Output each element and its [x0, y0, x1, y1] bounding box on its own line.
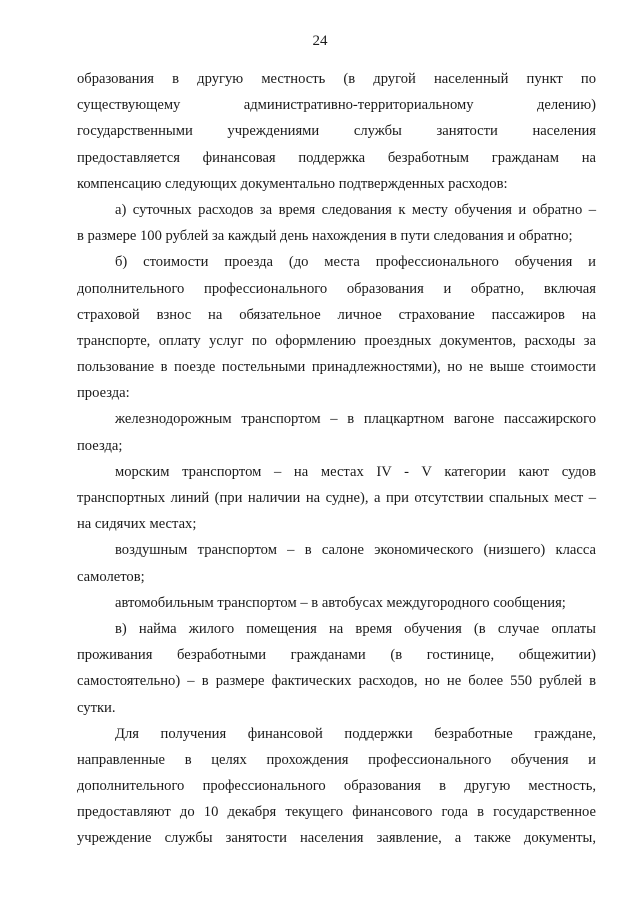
text-line: страховой взнос на обязательное личное страхование пассажиров на	[77, 306, 596, 323]
page-number: 24	[312, 33, 328, 49]
text-line: направленные в целях прохождения профессионального обучения и	[77, 751, 596, 768]
text-line: в размере 100 рублей за каждый день нахождения в пути следования и обратно;	[77, 228, 573, 245]
text-line: проезда:	[77, 385, 130, 402]
text-line: государственными учреждениями службы занятости населения	[77, 123, 596, 140]
text-line: самостоятельно) – в размере фактических расходов, но не более 550 рублей в	[77, 673, 596, 690]
text-line: воздушным транспортом – в салоне экономического (низшего) класса	[115, 542, 596, 559]
text-line: предоставляют до 10 декабря текущего финансового года в государственное	[77, 804, 596, 821]
text-line: самолетов;	[77, 568, 145, 585]
text-line: дополнительного профессионального образования и обратно, включая	[77, 280, 596, 297]
text-line: дополнительного профессионального образования в другую местность,	[77, 778, 596, 795]
text-line: предоставляется финансовая поддержка безработным гражданам на	[77, 149, 596, 166]
text-line: поезда;	[77, 437, 123, 454]
text-line: железнодорожным транспортом – в плацкартном вагоне пассажирского	[115, 411, 596, 428]
text-line: на сидячих местах;	[77, 516, 197, 533]
document-body	[77, 66, 596, 852]
text-line: а) суточных расходов за время следования к месту обучения и обратно –	[115, 201, 596, 218]
text-line: учреждение службы занятости населения заявление, а также документы,	[77, 830, 596, 847]
text-line: проживания безработными гражданами (в гостинице, общежитии)	[77, 647, 596, 664]
text-line: транспорте, оплату услуг по оформлению проездных документов, расходы за	[77, 332, 596, 349]
text-line: транспортных линий (при наличии на судне), а при отсутствии спальных мест –	[77, 490, 596, 506]
text-line: б) стоимости проезда (до места профессионального обучения и	[115, 254, 596, 271]
text-line: сутки.	[77, 699, 116, 716]
text-line: Для получения финансовой поддержки безработные граждане,	[115, 725, 596, 742]
text-line: существующему административно-территориальному делению)	[77, 97, 596, 114]
text-line: компенсацию следующих документально подтвержденных расходов:	[77, 175, 508, 192]
text-line: морским транспортом – на местах IV - V категории кают судов	[115, 463, 596, 480]
text-line: образования в другую местность (в другой населенный пункт по	[77, 71, 596, 87]
text-line: пользование в поезде постельными принадлежностями), но не выше стоимости	[77, 359, 596, 376]
text-line: в) найма жилого помещения на время обучения (в случае оплаты	[115, 620, 596, 637]
text-line: автомобильным транспортом – в автобусах междугородного сообщения;	[115, 594, 566, 611]
